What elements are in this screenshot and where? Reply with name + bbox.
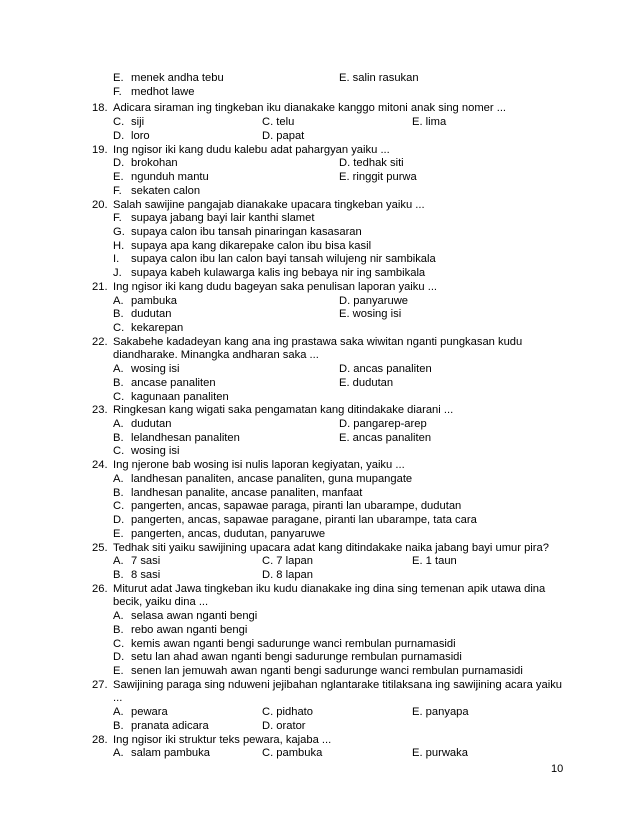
option-row (0, 624, 638, 638)
option-row (0, 432, 638, 446)
option-row (0, 445, 638, 459)
option-text: ancase panaliten (131, 376, 216, 389)
question-row-continued (0, 596, 638, 610)
option-row (0, 747, 638, 761)
option-text: E. salin rasukan (339, 72, 419, 84)
option-text: sekaten calon (131, 184, 201, 197)
option-row (0, 391, 638, 405)
option-row (0, 130, 638, 144)
question-text: Salah sawijine pangajab dianakake upacara tingkeban yaiku ... (113, 198, 425, 211)
question-text: Miturut adat Jawa tingkeban iku kudu dianakake ing dina sing temenan apik utawa dina (113, 582, 546, 595)
option-row (0, 720, 638, 734)
option-row (0, 706, 638, 720)
question-text: Sawijining paraga sing nduweni jejibahan nglantarake titilaksana ing sawijining acara yaiku (113, 678, 563, 691)
option-text: 7 sasi (131, 555, 161, 568)
option-row (0, 500, 638, 514)
question-text: Ringkesan kang wigati saka pengamatan kang ditindakake diarani ... (113, 404, 454, 417)
option-text: setu lan ahad awan nganti bengi sadurunge rembulan purnamasidi (131, 651, 462, 664)
option-text: supaya jabang bayi lair kanthi slamet (131, 212, 315, 225)
option-letter: A. (113, 472, 124, 485)
option-row (0, 295, 638, 309)
option-row (0, 267, 638, 281)
option-text: C. 7 lapan (262, 555, 313, 568)
option-text: C. pambuka (262, 747, 323, 760)
option-letter: B. (113, 719, 124, 732)
page-number: 10 (551, 763, 564, 775)
option-text: brokohan (131, 157, 178, 170)
option-row (0, 651, 638, 665)
option-text: kemis awan nganti bengi sadurunge wanci rembulan purnamasidi (131, 637, 456, 650)
option-letter: I. (113, 253, 120, 266)
option-text: dudutan (131, 418, 172, 430)
option-text: kagunaan panaliten (131, 390, 229, 403)
option-text: medhot lawe (131, 85, 195, 98)
option-text: pangerten, ancas, sapawae paraga, piranti lan ubarampe, dudutan (131, 500, 462, 513)
question-row (0, 734, 638, 748)
option-text: senen lan jemuwah awan nganti bengi sadurunge wanci rembulan purnamasidi (131, 665, 523, 677)
option-text: lelandhesan panaliten (131, 431, 240, 444)
option-text: pambuka (131, 294, 178, 307)
option-row (0, 610, 638, 624)
question-row (0, 542, 638, 556)
option-text: salam pambuka (131, 747, 210, 760)
option-letter: A. (113, 555, 124, 568)
option-row (0, 116, 638, 130)
option-text: pranata adicara (131, 719, 209, 732)
option-text: pangerten, ancas, dudutan, panyaruwe (131, 527, 326, 540)
question-row (0, 199, 638, 213)
option-text: selasa awan nganti bengi (131, 610, 258, 623)
option-row (0, 157, 638, 171)
option-letter: A. (113, 418, 124, 430)
question-number: 22. (92, 335, 108, 348)
option-text: E. 1 taun (412, 555, 457, 568)
option-letter: C. (113, 445, 125, 458)
option-row (0, 185, 638, 199)
option-letter: B. (113, 568, 124, 581)
question-row (0, 102, 638, 116)
option-text: D. pangarep-arep (339, 418, 427, 430)
option-letter: E. (113, 72, 124, 84)
option-text: supaya kabeh kulawarga kalis ing bebaya nir ing sambikala (131, 267, 426, 280)
option-text: supaya calon ibu lan calon bayi tansah wilujeng nir sambikala (131, 253, 436, 266)
option-text: rebo awan nganti bengi (131, 623, 248, 636)
option-text: D. ancas panaliten (339, 363, 432, 376)
option-row (0, 308, 638, 322)
question-number: 26. (92, 582, 108, 595)
question-text: Ing ngisor iki kang dudu bageyan saka penulisan laporan yaiku ... (113, 280, 438, 293)
option-text: wosing isi (131, 363, 180, 376)
option-letter: C. (113, 500, 125, 513)
option-letter: F. (113, 212, 122, 225)
option-letter: D. (113, 157, 125, 170)
question-text: Tedhak siti yaiku sawijining upacara adat kang ditindakake naika jabang bayi umur pira? (113, 541, 549, 554)
option-text: D. 8 lapan (262, 568, 313, 581)
question-text: diandharake. Minangka andharan saka ... (113, 349, 319, 362)
option-text: ngunduh mantu (131, 171, 209, 183)
option-row (0, 473, 638, 487)
option-row (0, 528, 638, 542)
option-letter: D. (113, 514, 125, 526)
option-letter: C. (113, 322, 125, 334)
option-text: E. lima (412, 116, 447, 129)
option-letter: H. (113, 239, 125, 252)
option-letter: F. (113, 184, 122, 197)
option-text: supaya calon ibu tansah pinaringan kasasaran (131, 225, 362, 238)
option-row (0, 665, 638, 679)
question-number: 21. (92, 280, 108, 293)
question-row (0, 404, 638, 418)
option-letter: A. (113, 706, 124, 719)
question-text: Ing ngisor iki kang dudu kalebu adat pahargyan yaiku ... (113, 143, 390, 156)
option-row (0, 226, 638, 240)
option-row (0, 212, 638, 226)
option-letter: B. (113, 308, 124, 321)
option-row (0, 569, 638, 583)
option-text: D. panyaruwe (339, 294, 409, 307)
question-row (0, 583, 638, 597)
option-text: pewara (131, 706, 168, 719)
option-text: landhesan panalite, ancase panaliten, manfaat (131, 486, 363, 499)
question-number: 25. (92, 541, 108, 554)
option-text: 8 sasi (131, 568, 161, 581)
option-text: C. telu (262, 116, 295, 129)
option-text: D. orator (262, 719, 306, 732)
question-number: 19. (92, 143, 108, 156)
option-text: landhesan panaliten, ancase panaliten, guna mupangate (131, 472, 413, 485)
option-text: E. ringgit purwa (339, 171, 417, 183)
option-letter: G. (113, 225, 125, 238)
option-row (0, 555, 638, 569)
question-number: 23. (92, 404, 108, 417)
option-row (0, 418, 638, 432)
question-number: 18. (92, 102, 108, 115)
option-text: siji (131, 116, 145, 129)
option-letter: E. (113, 527, 124, 540)
option-row (0, 638, 638, 652)
option-letter: A. (113, 363, 124, 376)
option-text: menek andha tebu (131, 72, 224, 84)
option-text: E. wosing isi (339, 308, 402, 321)
option-row (0, 487, 638, 501)
option-text: E. ancas panaliten (339, 431, 432, 444)
option-letter: B. (113, 376, 124, 389)
option-letter: C. (113, 637, 125, 650)
option-row (0, 377, 638, 391)
option-letter: F. (113, 85, 122, 98)
option-letter: A. (113, 294, 124, 307)
option-letter: A. (113, 610, 124, 623)
option-text: C. pidhato (262, 706, 313, 719)
option-row (0, 253, 638, 267)
option-letter: C. (113, 116, 125, 129)
question-text: Ing njerone bab wosing isi nulis laporan kegiyatan, yaiku ... (113, 459, 405, 472)
option-text: loro (131, 129, 150, 142)
option-letter: A. (113, 747, 124, 760)
question-number: 28. (92, 733, 108, 746)
option-row (0, 86, 638, 100)
option-letter: B. (113, 431, 124, 444)
question-row (0, 679, 638, 693)
option-letter: B. (113, 623, 124, 636)
question-text: ... (113, 692, 123, 705)
option-letter: J. (113, 267, 122, 280)
option-text: wosing isi (131, 445, 180, 458)
question-number: 24. (92, 459, 108, 472)
option-letter: E. (113, 171, 124, 183)
option-letter: D. (113, 651, 125, 664)
option-letter: B. (113, 486, 124, 499)
option-text: supaya apa kang dikarepake calon ibu bisa kasil (131, 239, 372, 252)
question-text: Sakabehe kadadeyan kang ana ing prastawa saka wiwitan nganti pungkasan kudu (113, 335, 523, 348)
option-row (0, 171, 638, 185)
option-row (0, 363, 638, 377)
option-letter: E. (113, 665, 124, 677)
question-text: Adicara siraman ing tingkeban iku dianakake kanggo mitoni anak sing nomer ... (113, 102, 507, 115)
option-text: dudutan (131, 308, 172, 321)
option-text: E. panyapa (412, 706, 469, 719)
option-text: pangerten, ancas, sapawae paragane, piranti lan ubarampe, tata cara (131, 514, 477, 526)
option-row (0, 514, 638, 528)
question-row (0, 281, 638, 295)
question-row (0, 144, 638, 158)
question-text: becik, yaiku dina ... (113, 596, 209, 609)
option-row (0, 72, 638, 86)
question-number: 20. (92, 198, 108, 211)
option-row (0, 322, 638, 336)
option-text: E. dudutan (339, 376, 394, 389)
option-text: kekarepan (131, 322, 184, 334)
question-row-continued (0, 349, 638, 363)
option-text: D. papat (262, 129, 305, 142)
option-letter: D. (113, 129, 125, 142)
option-letter: C. (113, 390, 125, 403)
option-row (0, 240, 638, 254)
question-text: Ing ngisor iki struktur teks pewara, kajaba ... (113, 733, 332, 746)
question-number: 27. (92, 678, 108, 691)
question-row (0, 336, 638, 350)
option-text: E. purwaka (412, 747, 468, 760)
option-text: D. tedhak siti (339, 157, 404, 170)
question-row (0, 459, 638, 473)
question-row-continued (0, 692, 638, 706)
